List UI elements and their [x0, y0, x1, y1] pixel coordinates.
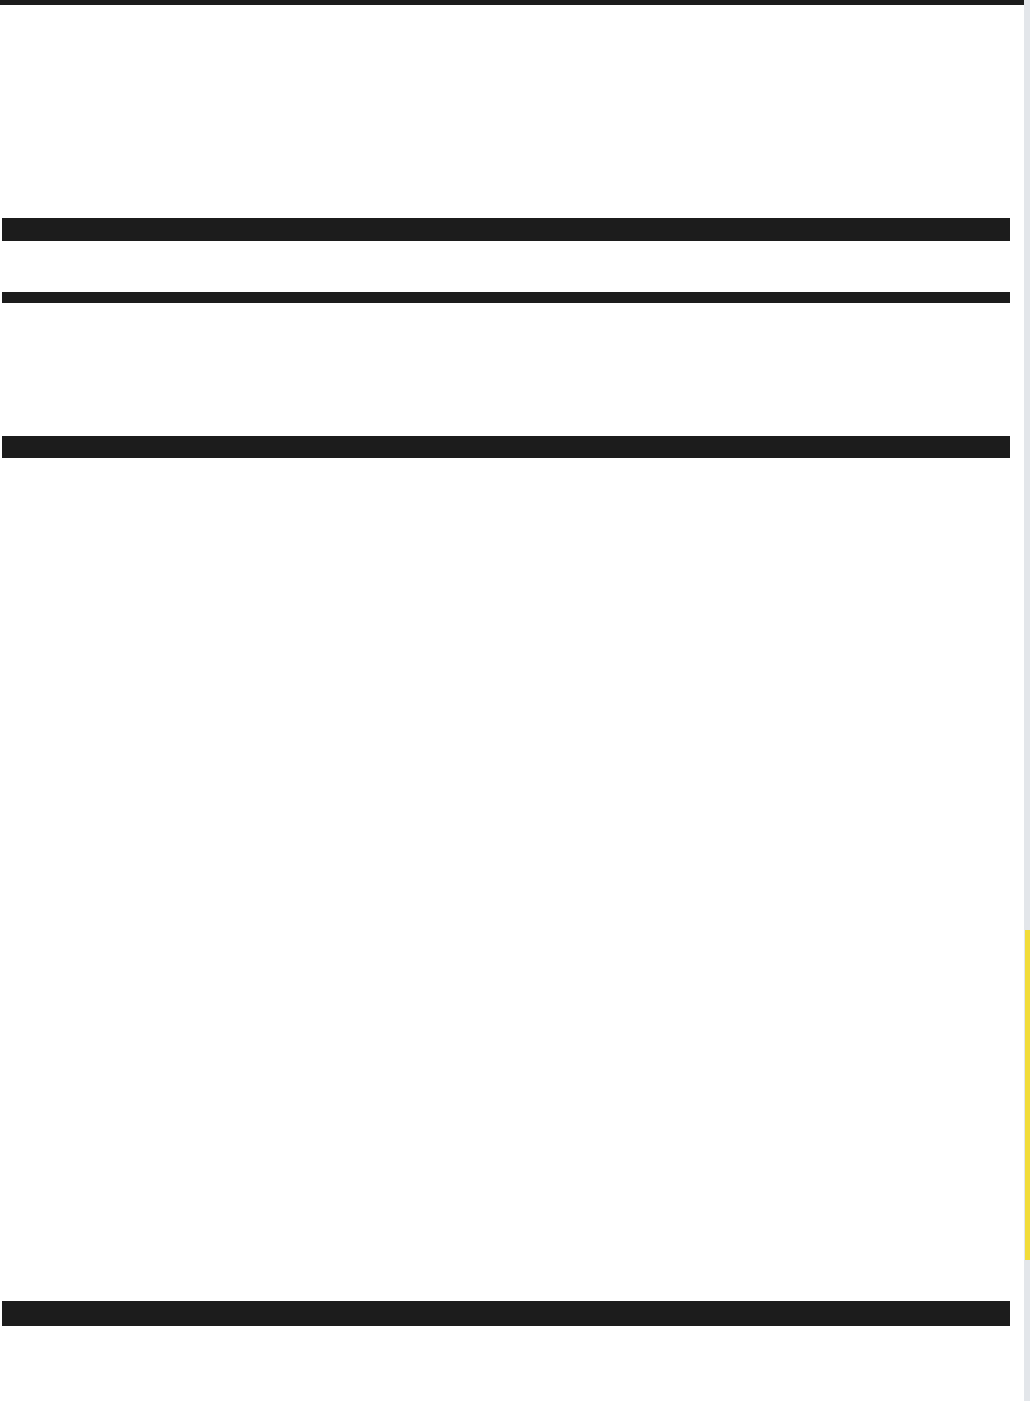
top-border: [0, 0, 1030, 5]
thick-rule: [2, 218, 1010, 241]
bottom-thick-rule: [2, 1301, 1010, 1326]
medium-rule: [2, 292, 1010, 303]
thick-rule: [2, 436, 1010, 458]
right-edge-accent: [1025, 930, 1030, 1260]
